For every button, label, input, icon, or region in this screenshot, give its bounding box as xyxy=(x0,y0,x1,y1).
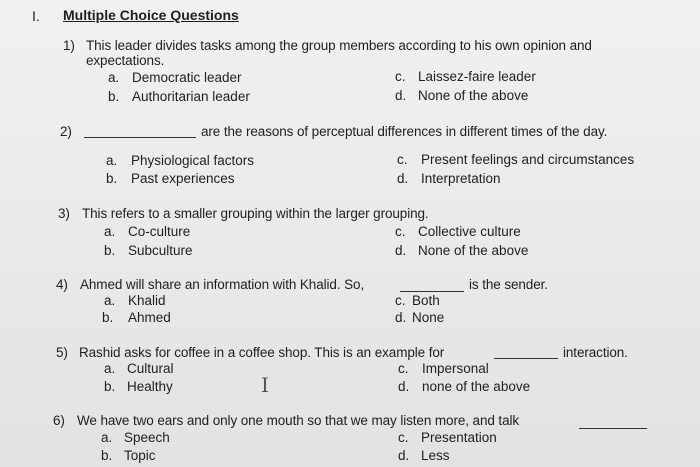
question-5-option-c-letter: c. xyxy=(398,361,409,376)
question-6-option-c: Presentation xyxy=(421,430,497,445)
question-3-option-a-letter: a. xyxy=(104,224,116,239)
question-4-option-a-letter: a. xyxy=(104,293,116,308)
question-5-text-after: interaction. xyxy=(563,345,628,360)
question-2-option-d: Interpretation xyxy=(421,171,501,186)
question-4-option-a: Khalid xyxy=(128,293,166,308)
question-3-option-b-letter: b. xyxy=(104,243,116,258)
question-1-option-b: Authoritarian leader xyxy=(132,89,250,104)
question-4-number: 4) xyxy=(56,277,68,292)
question-3-option-b: Subculture xyxy=(128,243,193,258)
question-3-option-a: Co-culture xyxy=(128,224,191,239)
question-1-option-c-letter: c. xyxy=(395,69,406,84)
question-4-option-d: None xyxy=(412,310,445,325)
question-6-option-d-letter: d. xyxy=(398,448,410,463)
question-6-option-b-letter: b. xyxy=(101,448,113,463)
question-3-option-d: None of the above xyxy=(418,243,529,258)
question-1-option-d-letter: d. xyxy=(395,88,407,103)
question-2-option-c-letter: c. xyxy=(397,152,408,167)
question-2-option-d-letter: d. xyxy=(397,171,409,186)
question-6-option-d: Less xyxy=(421,448,450,463)
question-4-option-c: Both xyxy=(412,293,440,308)
question-6-option-c-letter: c. xyxy=(398,430,409,445)
question-3-option-d-letter: d. xyxy=(395,243,407,258)
question-5-option-a: Cultural xyxy=(127,361,174,376)
question-1-number: 1) xyxy=(63,38,75,53)
question-1-option-c: Laissez-faire leader xyxy=(418,69,536,84)
question-4-text: Ahmed will share an information with Khalid. So, xyxy=(80,277,365,292)
question-4-option-b-letter: b. xyxy=(102,310,114,325)
question-6-option-a: Speech xyxy=(124,430,170,445)
question-2-option-c: Present feelings and circumstances xyxy=(421,152,635,167)
question-6-option-a-letter: a. xyxy=(101,430,113,445)
question-2-text: are the reasons of perceptual differences in different times of the day. xyxy=(201,124,608,139)
question-4-option-b: Ahmed xyxy=(128,310,171,325)
question-6-number: 6) xyxy=(53,413,65,428)
question-5-option-b: Healthy xyxy=(127,379,173,394)
question-3-text: This refers to a smaller grouping within the larger grouping. xyxy=(82,206,429,221)
question-4-option-d-letter: d. xyxy=(395,310,407,325)
question-1-option-a: Democratic leader xyxy=(132,70,242,85)
question-5-option-d: none of the above xyxy=(422,379,531,394)
question-2-blank xyxy=(84,136,196,138)
question-5-blank xyxy=(494,357,558,359)
section-heading: Multiple Choice Questions xyxy=(63,7,239,23)
question-6-blank xyxy=(579,427,647,429)
question-1-option-d: None of the above xyxy=(418,88,529,103)
question-5-number: 5) xyxy=(56,345,68,360)
text-cursor-icon: I xyxy=(261,373,269,397)
section-number: I. xyxy=(32,8,40,24)
question-2-option-a: Physiological factors xyxy=(131,153,255,168)
question-1-text: This leader divides tasks among the group members according to his own opinion and xyxy=(86,38,592,53)
question-3-number: 3) xyxy=(58,206,70,221)
question-1-option-a-letter: a. xyxy=(108,70,120,85)
question-2-option-b-letter: b. xyxy=(106,171,118,186)
question-3-option-c-letter: c. xyxy=(395,224,406,239)
question-5-option-d-letter: d. xyxy=(398,379,410,394)
question-1-text-cont: expectations. xyxy=(86,53,165,68)
question-6-text: We have two ears and only one mouth so that we may listen more, and talk xyxy=(77,413,520,428)
question-4-text-after: is the sender. xyxy=(469,277,548,292)
question-4-option-c-letter: c. xyxy=(395,293,406,308)
question-2-option-a-letter: a. xyxy=(106,153,118,168)
question-2-number: 2) xyxy=(60,124,72,139)
question-4-blank xyxy=(400,290,464,292)
question-5-option-b-letter: b. xyxy=(104,379,116,394)
question-1-option-b-letter: b. xyxy=(108,89,120,104)
question-5-option-a-letter: a. xyxy=(104,361,116,376)
question-2-option-b: Past experiences xyxy=(131,171,235,186)
question-5-option-c: Impersonal xyxy=(422,361,489,376)
question-5-text: Rashid asks for coffee in a coffee shop. This is an example for xyxy=(79,345,445,360)
question-3-option-c: Collective culture xyxy=(418,224,521,239)
question-6-option-b: Topic xyxy=(124,448,156,463)
